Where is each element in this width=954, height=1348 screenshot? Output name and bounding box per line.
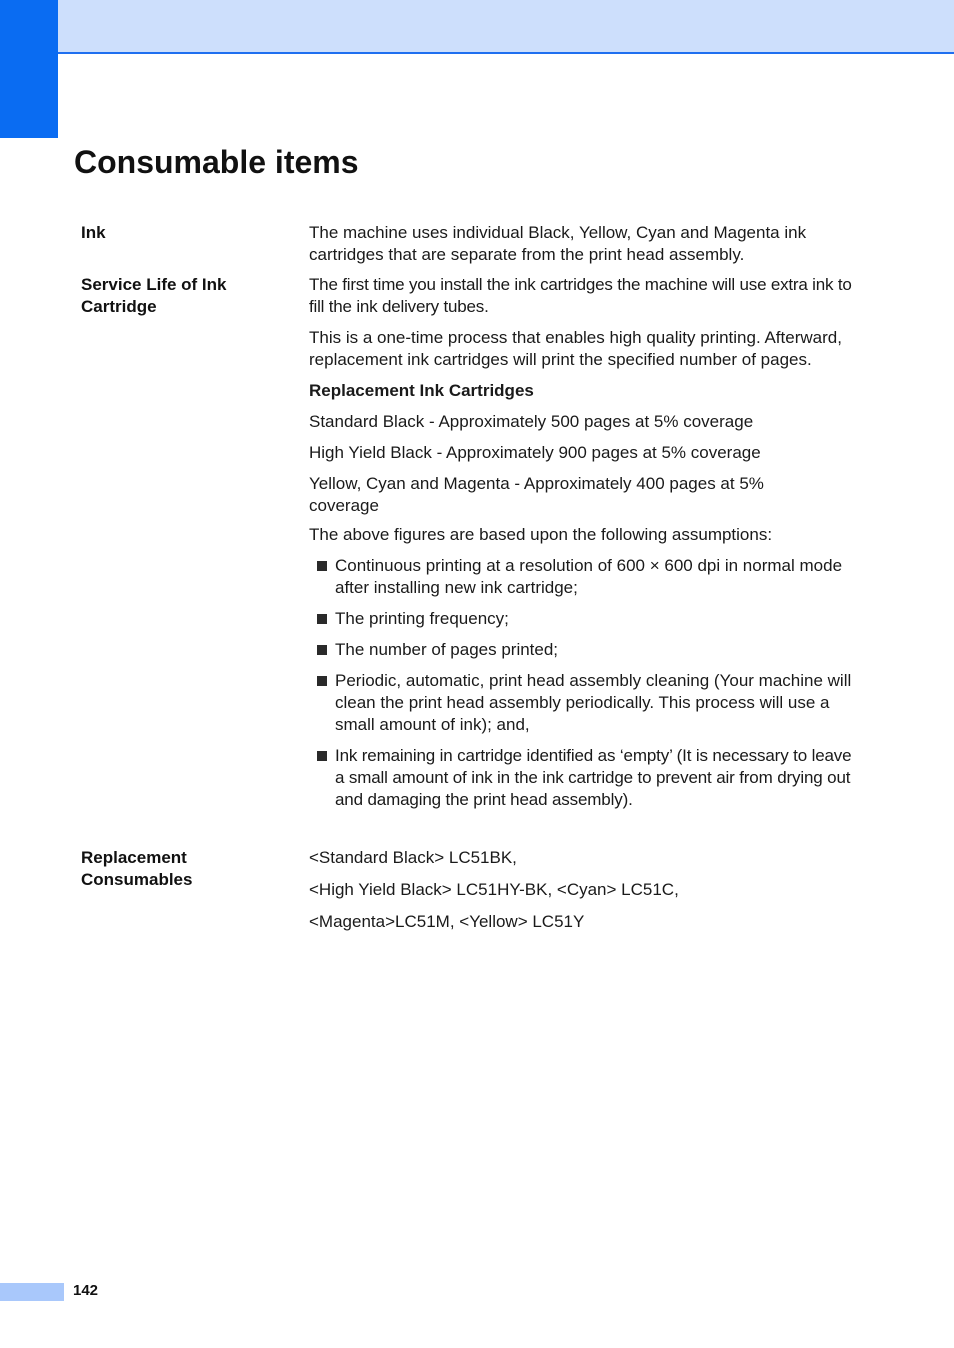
list-item bbox=[309, 745, 854, 811]
ink-label: Ink bbox=[81, 223, 106, 242]
chapter-tab bbox=[0, 0, 58, 138]
list-item bbox=[309, 555, 854, 599]
assumption-text: Ink remaining in cartridge identified as ‘empty’ (It is necessary to leave a small amount of ink in the ink cartridge to prevent air from drying out and damaging the print head assembly). bbox=[335, 746, 852, 809]
list-item bbox=[309, 639, 854, 661]
replacement-consumables-content bbox=[309, 847, 854, 933]
assumption-text: Continuous printing at a resolution of 600 × 600 dpi in normal mode after installing new ink cartridge; bbox=[335, 556, 843, 597]
high-yield-black-yield: High Yield Black - Approximately 900 pages at 5% coverage bbox=[309, 443, 761, 462]
ink-description: The machine uses individual Black, Yellow, Cyan and Magenta ink cartridges that are separate from the print head assembly. bbox=[309, 223, 807, 264]
assumption-text: Periodic, automatic, print head assembly cleaning (Your machine will clean the print head assembly periodically. This process will use a small amount of ink); and, bbox=[335, 671, 852, 734]
square-bullet-icon bbox=[317, 645, 327, 655]
assumption-text: The printing frequency; bbox=[335, 609, 509, 628]
footer-bar bbox=[0, 1283, 64, 1301]
list-item bbox=[309, 670, 854, 736]
square-bullet-icon bbox=[317, 614, 327, 624]
assumptions-intro: The above figures are based upon the following assumptions: bbox=[309, 525, 773, 544]
consumable-line: <Standard Black> LC51BK, bbox=[309, 848, 517, 867]
ink-content bbox=[309, 222, 854, 266]
standard-black-yield: Standard Black - Approximately 500 pages at 5% coverage bbox=[309, 412, 754, 431]
consumable-line: <Magenta>LC51M, <Yellow> LC51Y bbox=[309, 912, 585, 931]
replacement-ink-heading: Replacement Ink Cartridges bbox=[309, 381, 534, 400]
assumption-text: The number of pages printed; bbox=[335, 640, 559, 659]
replacement-consumables-label: Replacement Consumables bbox=[81, 848, 193, 889]
page-title: Consumable items bbox=[74, 144, 359, 180]
header-band bbox=[0, 0, 954, 54]
square-bullet-icon bbox=[317, 676, 327, 686]
square-bullet-icon bbox=[317, 561, 327, 571]
page-number: 142 bbox=[73, 1282, 99, 1299]
assumptions-list bbox=[309, 555, 854, 811]
service-life-content bbox=[309, 274, 854, 811]
square-bullet-icon bbox=[317, 751, 327, 761]
service-life-label: Service Life of Ink Cartridge bbox=[81, 275, 227, 316]
service-life-process: This is a one-time process that enables high quality printing. Afterward, replacement ink cartridges will print the specified number of pages. bbox=[309, 328, 842, 369]
consumable-line: <High Yield Black> LC51HY-BK, <Cyan> LC51C, bbox=[309, 880, 679, 899]
service-life-intro: The first time you install the ink cartridges the machine will use extra ink to fill the ink delivery tubes. bbox=[309, 275, 852, 316]
color-yield: Yellow, Cyan and Magenta - Approximately 400 pages at 5% coverage bbox=[309, 474, 764, 515]
list-item bbox=[309, 608, 854, 630]
